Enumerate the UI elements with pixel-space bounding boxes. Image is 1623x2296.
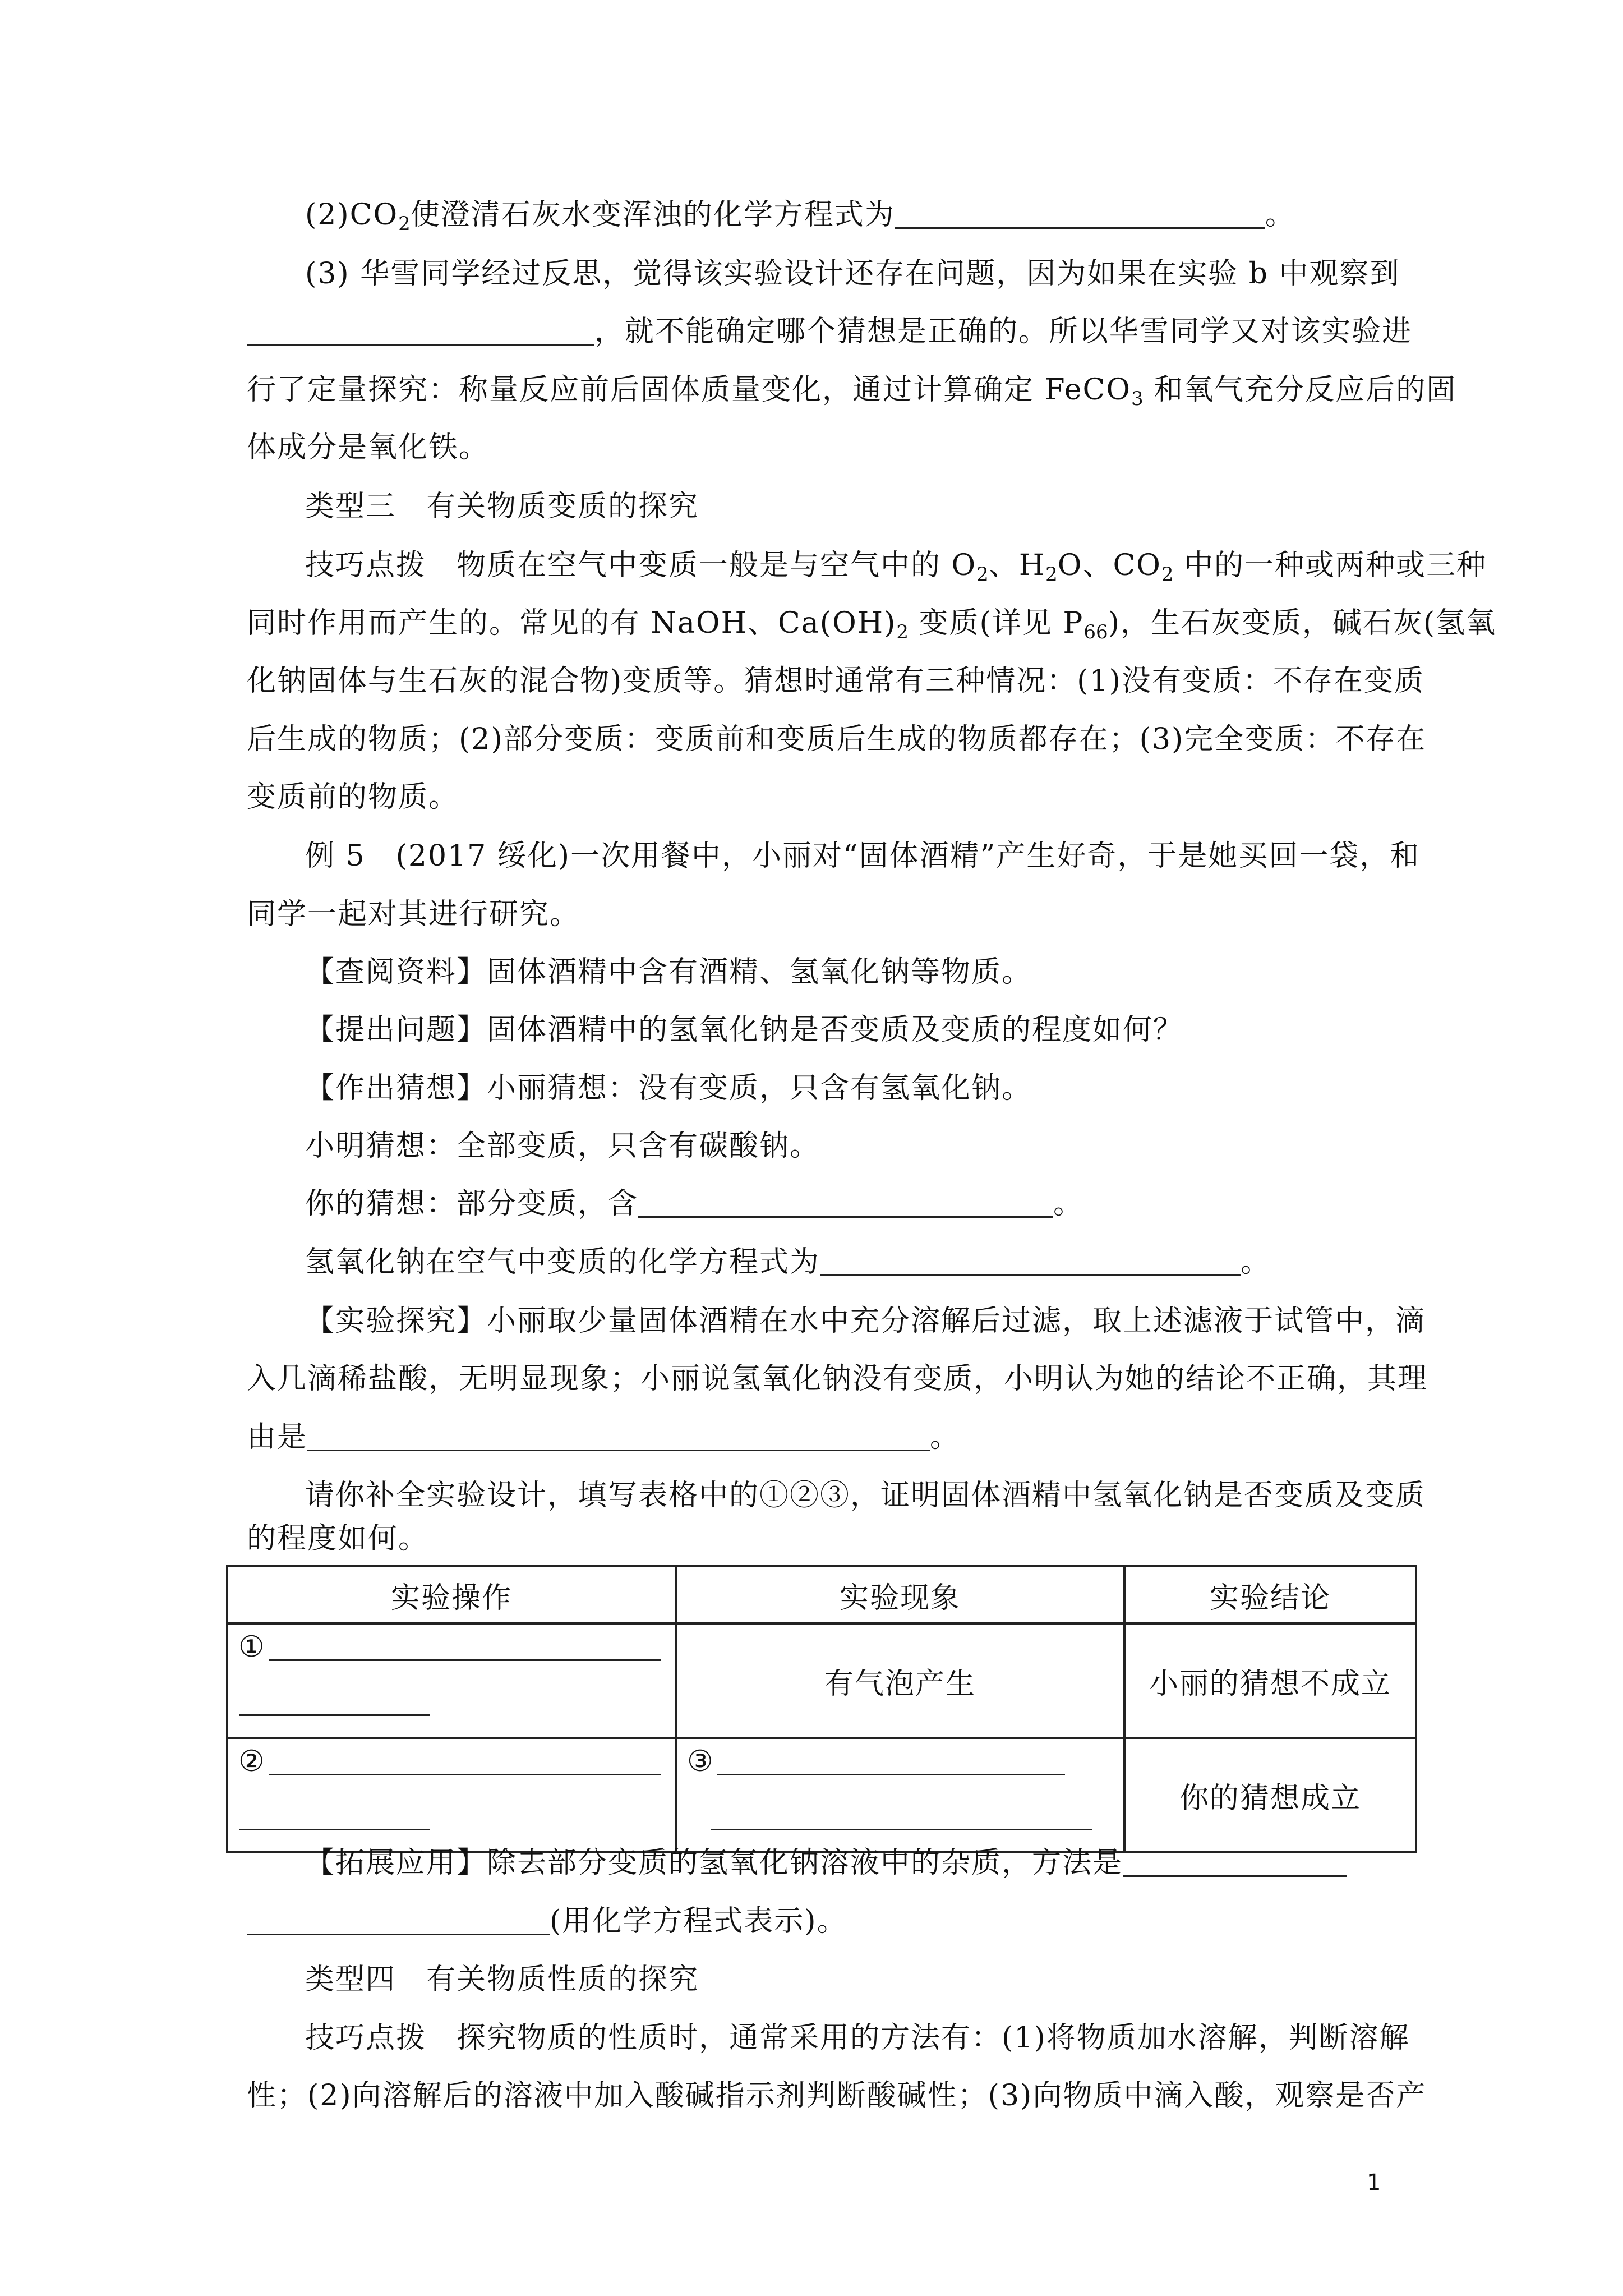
question-3-line-3: 行了定量探究：称量反应前后固体质量变化，通过计算确定 FeCO$_3$ 和氧气充分反应后的固 bbox=[247, 373, 1457, 410]
equation-question: 氢氧化钠在空气中变质的化学方程式为 。 bbox=[305, 1245, 1271, 1279]
operation-cell-2 bbox=[227, 1738, 676, 1852]
example-5-line-1: 例 5 (2017 绥化)一次用餐中，小丽对“固体酒精”产生好奇，于是她买回一袋，和 bbox=[305, 839, 1421, 873]
tip-3-line-5: 变质前的物质。 bbox=[247, 780, 459, 814]
explore-line-2: 入几滴稀盐酸，无明显现象；小丽说氢氧化钠没有变质，小明认为她的结论不正确，其理 bbox=[247, 1362, 1428, 1396]
guess-xiaoming: 小明猜想：全部变质，只含有碳酸钠。 bbox=[305, 1129, 820, 1163]
answer-blank[interactable] bbox=[247, 316, 594, 346]
phenomenon-cell-2 bbox=[676, 1738, 1124, 1852]
circled-number-3: ③ bbox=[687, 1745, 714, 1778]
answer-blank[interactable] bbox=[820, 1246, 1241, 1276]
answer-blank[interactable] bbox=[638, 1188, 1053, 1218]
table-row bbox=[227, 1738, 1416, 1852]
answer-blank[interactable] bbox=[247, 1906, 550, 1935]
table-header-operation: 实验操作 bbox=[227, 1566, 676, 1623]
answer-blank[interactable] bbox=[269, 1774, 661, 1775]
tip-3-line-4: 后生成的物质；(2)部分变质：变质前和变质后生成的物质都存在；(3)完全变质：不存在 bbox=[247, 723, 1427, 756]
pose-question: 【提出问题】固体酒精中的氢氧化钠是否变质及变质的程度如何？ bbox=[305, 1013, 1184, 1047]
conclusion-cell-2: 你的猜想成立 bbox=[1124, 1738, 1416, 1852]
complete-design-line-1: 请你补全实验设计，填写表格中的①②③，证明固体酒精中氢氧化钠是否变质及变质 bbox=[305, 1479, 1426, 1512]
complete-design-line-2: 的程度如何。 bbox=[247, 1522, 429, 1556]
answer-blank[interactable] bbox=[307, 1421, 930, 1451]
explore-line-1: 【实验探究】小丽取少量固体酒精在水中充分溶解后过滤，取上述滤液于试管中，滴 bbox=[305, 1304, 1426, 1338]
circled-number-2: ② bbox=[238, 1745, 266, 1778]
guess-yours: 你的猜想：部分变质，含 。 bbox=[305, 1187, 1084, 1221]
explore-line-3: 由是 。 bbox=[247, 1420, 961, 1454]
guess-xiaoli: 【作出猜想】小丽猜想：没有变质，只含有氢氧化钠。 bbox=[305, 1071, 1032, 1105]
tip-3-line-3: 化钠固体与生石灰的混合物)变质等。猜想时通常有三种情况：(1)没有变质：不存在变质 bbox=[247, 664, 1424, 698]
page-number: 1 bbox=[1367, 2170, 1381, 2196]
tip-4-line-2: 性；(2)向溶解后的溶液中加入酸碱指示剂判断酸碱性；(3)向物质中滴入酸，观察是否产 bbox=[247, 2079, 1427, 2113]
answer-blank[interactable] bbox=[1123, 1847, 1347, 1877]
table-header-phenomenon: 实验现象 bbox=[676, 1566, 1124, 1623]
question-3-line-2: ，就不能确定哪个猜想是正确的。所以华雪同学又对该实验进 bbox=[247, 307, 1412, 349]
experiment-table bbox=[226, 1565, 1417, 1853]
tip-4-line-1: 技巧点拨 探究物质的性质时，通常采用的方法有：(1)将物质加水溶解，判断溶解 bbox=[305, 2021, 1410, 2055]
conclusion-cell-1: 小丽的猜想不成立 bbox=[1124, 1623, 1416, 1738]
operation-cell-1 bbox=[227, 1623, 676, 1738]
tip-3-line-2: 同时作用而产生的。常见的有 NaOH、$Ca(OH)_2$ 变质(详见 $P_{66}$)，生石灰变质，碱石灰(氢氧 bbox=[247, 606, 1497, 643]
table-header-conclusion: 实验结论 bbox=[1124, 1566, 1416, 1623]
extend-application-line-1: 【拓展应用】除去部分变质的氢氧化钠溶液中的杂质，方法是 bbox=[247, 1839, 1347, 1881]
section-title-type-3: 类型三 有关物质变质的探究 bbox=[305, 490, 699, 523]
tip-3-line-1: 技巧点拨 物质在空气中变质一般是与空气中的 $O_2$、$H_2O$、$CO_2$ 中的一种或两种或三种 bbox=[305, 549, 1487, 586]
answer-blank[interactable] bbox=[717, 1774, 1065, 1775]
table-row bbox=[227, 1623, 1416, 1738]
circled-number-1: ① bbox=[238, 1630, 266, 1664]
answer-blank[interactable] bbox=[269, 1659, 661, 1661]
lookup-materials: 【查阅资料】固体酒精中含有酒精、氢氧化钠等物质。 bbox=[305, 955, 1032, 989]
phenomenon-cell-1: 有气泡产生 bbox=[676, 1623, 1124, 1738]
question-2: $(2)CO_2$使澄清石灰水变浑浊的化学方程式为 。 bbox=[305, 198, 1295, 235]
answer-blank[interactable] bbox=[239, 1829, 430, 1830]
extend-application-line-2: (用化学方程式表示)。 bbox=[247, 1897, 847, 1939]
answer-blank[interactable] bbox=[239, 1714, 430, 1716]
example-5-line-2: 同学一起对其进行研究。 bbox=[247, 898, 580, 931]
question-3-line-4: 体成分是氧化铁。 bbox=[247, 431, 490, 464]
table-header-row bbox=[227, 1566, 1416, 1623]
answer-blank[interactable] bbox=[895, 199, 1265, 229]
section-title-type-4: 类型四 有关物质性质的探究 bbox=[305, 1963, 699, 1996]
question-3-line-1: (3) 华雪同学经过反思，觉得该实验设计还存在问题，因为如果在实验 b 中观察到 bbox=[305, 257, 1400, 291]
answer-blank[interactable] bbox=[711, 1829, 1092, 1830]
